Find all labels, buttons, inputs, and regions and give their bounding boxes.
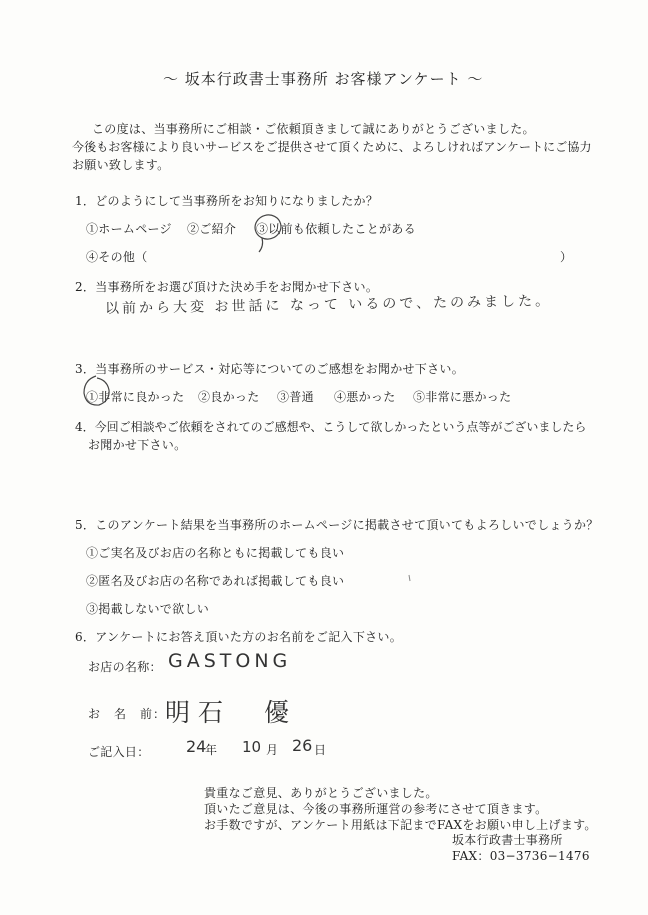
stray-mark: [409, 575, 410, 581]
q1-option-other[interactable]: ④その他（: [86, 250, 148, 264]
date-label: ご記入日：: [88, 745, 150, 759]
question-2: 2．当事務所をお選び頂けた決め手をお聞かせ下さい。: [75, 280, 379, 294]
q3-option-good[interactable]: ②良かった: [198, 390, 260, 404]
footer-usage-note: 頂いたご意見は、今後の事務所運営の参考にさせて頂きます。: [204, 802, 548, 816]
date-month-value[interactable]: 10: [242, 738, 262, 756]
q1-option-other-close: ）: [560, 250, 573, 264]
date-day-unit: 日: [314, 743, 327, 757]
q1-option-referral[interactable]: ②ご紹介: [187, 222, 237, 236]
shop-name-value[interactable]: GASTONG: [168, 650, 292, 672]
shop-name-label: お店の名称：: [88, 660, 162, 674]
question-4-line-1: 4．今回ご相談やご依頼をされてのご感想や、こうして欲しかったという点等がございましたら: [75, 420, 587, 434]
intro-line-2: 今後もお客様により良いサービスをご提供させて頂くために、よろしければアンケートにご協力: [72, 140, 592, 154]
footer-office-name: 坂本行政書士事務所: [452, 833, 563, 847]
q5-option-no-publish[interactable]: ③掲載しないで欲しい: [86, 602, 210, 616]
date-year-value[interactable]: 24: [186, 737, 207, 756]
customer-name-value[interactable]: 明石 優: [165, 698, 298, 727]
date-month-unit: 月: [266, 743, 279, 757]
footer-fax-number: FAX：03−3736−1476: [452, 849, 590, 863]
intro-line-3: お願い致します。: [72, 158, 170, 172]
customer-name-label: お 名 前：: [88, 707, 167, 721]
q2-handwritten-answer[interactable]: 以前から大変 お世話に なって いるので、たのみました。: [104, 293, 553, 317]
q1-option-previous-client[interactable]: ③以前も依頼したことがある: [256, 222, 416, 236]
question-1: 1．どのようにして当事務所をお知りになりましたか？: [75, 194, 379, 208]
q1-selection-tail: [259, 238, 263, 252]
q3-option-very-good[interactable]: ①非常に良かった: [86, 390, 185, 404]
q1-option-homepage[interactable]: ①ホームページ: [86, 222, 172, 236]
question-4-line-2: お聞かせ下さい。: [88, 438, 187, 452]
footer-fax-request: お手数ですが、アンケート用紙は下記までFAXをお願い申し上げます。: [204, 818, 597, 832]
q3-option-very-bad[interactable]: ⑤非常に悪かった: [413, 390, 512, 404]
q5-option-full-name[interactable]: ①ご実名及びお店の名称ともに掲載しても良い: [86, 546, 345, 560]
question-5: 5．このアンケート結果を当事務所のホームページに掲載させて頂いてもよろしいでしょうか？: [75, 518, 599, 532]
q3-option-bad[interactable]: ④悪かった: [334, 390, 396, 404]
date-year-unit: 年: [205, 743, 218, 757]
footer-thanks: 貴重なご意見、ありがとうございました。: [204, 786, 438, 800]
date-day-value[interactable]: 26: [292, 736, 313, 755]
question-6: 6．アンケートにお答え頂いた方のお名前をご記入下さい。: [75, 630, 403, 644]
page-title: 〜 坂本行政書士事務所 お客様アンケート 〜: [163, 70, 484, 88]
question-3: 3．当事務所のサービス・対応等についてのご感想をお聞かせ下さい。: [75, 362, 464, 376]
intro-line-1: この度は、当事務所にご相談・ご依頼頂きまして誠にありがとうございました。: [92, 122, 535, 136]
q5-option-anonymous[interactable]: ②匿名及びお店の名称であれば掲載しても良い: [86, 574, 345, 588]
q3-option-average[interactable]: ③普通: [277, 390, 314, 404]
